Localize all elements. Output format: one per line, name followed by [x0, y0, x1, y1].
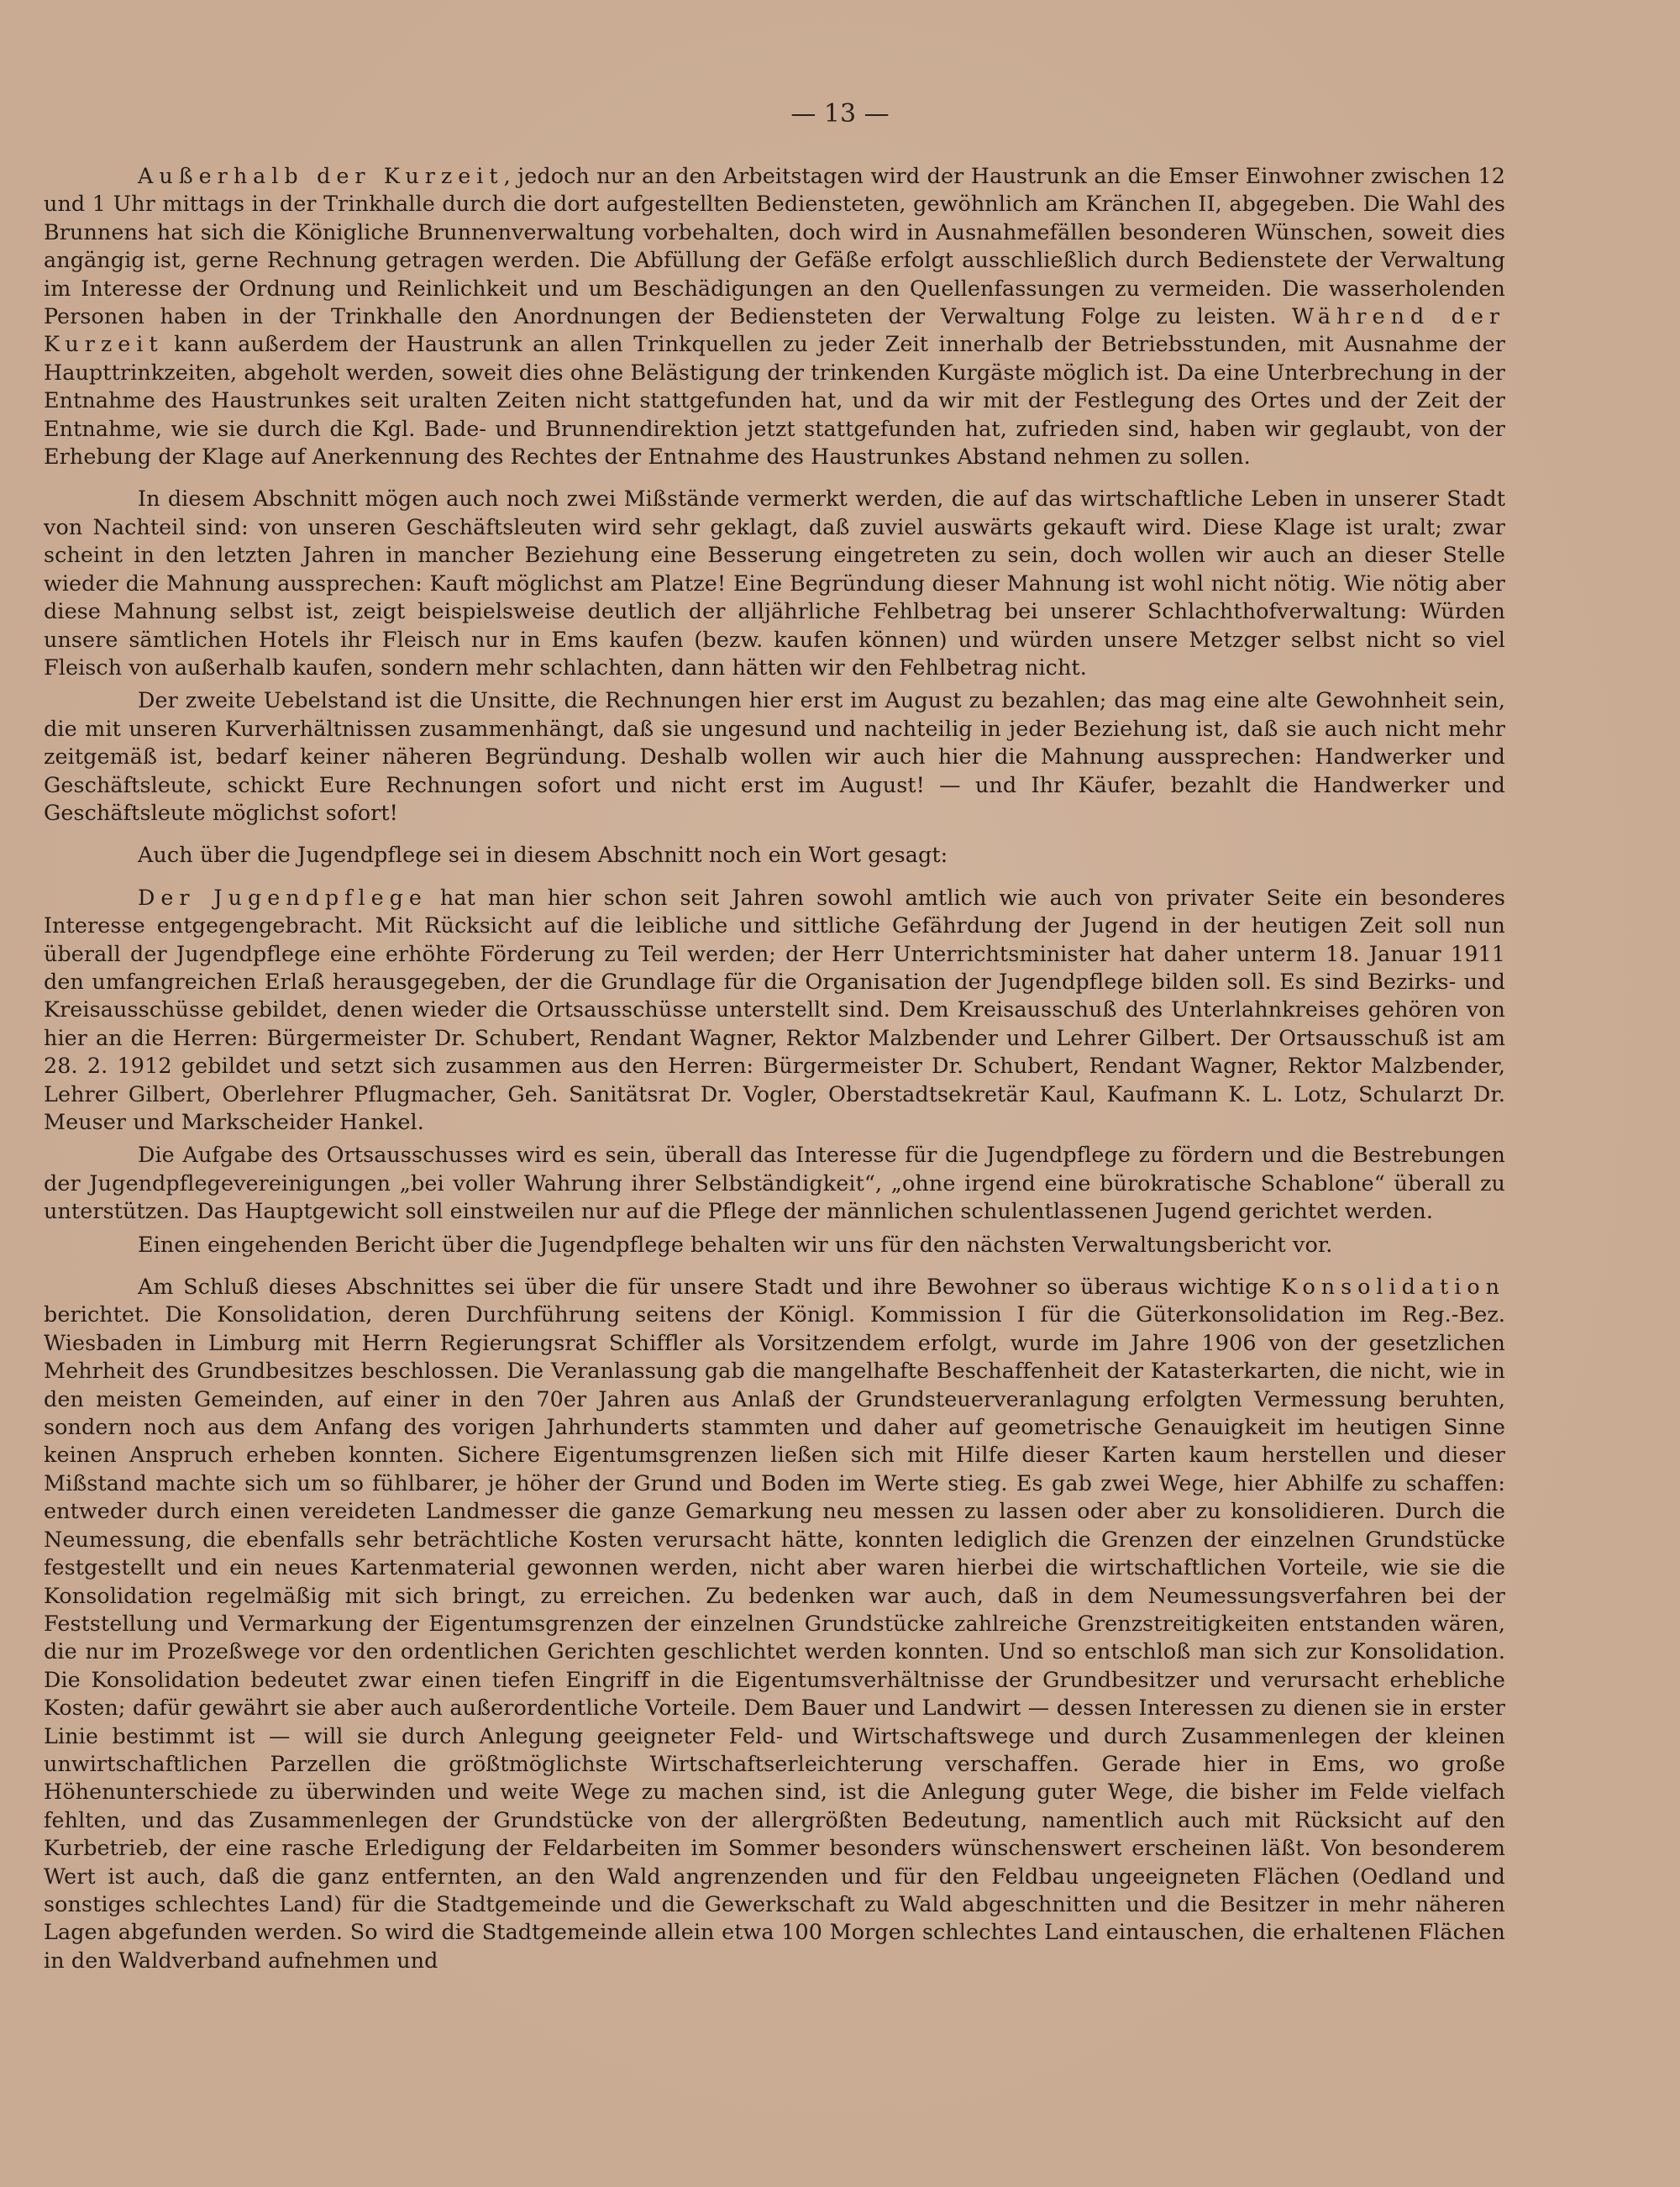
paragraph-jugendpflege	[44, 884, 1505, 1137]
paragraph-jugendpflege-intro	[44, 841, 1505, 869]
text-run: hat man hier schon seit Jahren sowohl amtlich wie auch von privater Seite ein besonderes Interesse entgegengebracht. Mit Rücksicht auf die leibliche und sittliche Gefährdung der Jugend in der heutigen Zeit soll nun überall der Jugendpflege eine erhöhte Förderung zu Teil werden; der Herr Unterrichtsminister hat daher unterm 18. Januar 1911 den umfangreichen Erlaß herausgegeben, der die Grundlage für die Organisation der Jugendpflege bilden soll. Es sind Bezirks- und Kreisausschüsse gebildet, denen wieder die Ortsausschüsse unterstellt sind. Dem Kreisausschuß des Unterlahnkreises gehören von hier an die Herren: Bürgermeister Dr. Schubert, Rendant Wagner, Rektor Malzbender und Lehrer Gilbert. Der Ortsausschuß ist am 28. 2. 1912 gebildet und setzt sich zusammen aus den Herren: Bürgermeister Dr. Schubert, Rendant Wagner, Rektor Malzbender, Lehrer Gilbert, Oberlehrer Pflugmacher, Geh. Sanitätsrat Dr. Vogler, Oberstadtsekretär Kaul, Kaufmann K. L. Lotz, Schularzt Dr. Meuser und Markscheider Hankel.	[44, 884, 1506, 1134]
text-run: In diesem Abschnitt mögen auch noch zwei Mißstände vermerkt werden, die auf das wirtschaftliche Leben in unserer Stadt von Nachteil sind: von unseren Geschäftsleuten wird sehr geklagt, daß zuviel auswärts gekauft wird. Diese Klage ist uralt; zwar scheint in den letzten Jahren in mancher Beziehung eine Besserung eingetreten zu sein, doch wollen wir auch an dieser Stelle wieder die Mahnung aussprechen: Kauft möglichst am Platze! Eine Begründung dieser Mahnung ist wohl nicht nötig. Wie nötig aber diese Mahnung selbst ist, zeigt beispielsweise deutlich der alljährliche Fehlbetrag bei unserer Schlachthofverwaltung: Würden unsere sämtlichen Hotels ihr Fleisch nur in Ems kaufen (bezw. kaufen können) und würden unsere Metzger selbst nicht so viel Fleisch von außerhalb kaufen, sondern mehr schlachten, dann hätten wir den Fehlbetrag nicht.	[44, 486, 1505, 680]
emphasis-ausserhalb-der-kurzeit: Außerhalb der Kurzeit	[138, 163, 504, 188]
emphasis-der-jugendpflege: Der Jugendpflege	[138, 884, 428, 910]
text-run: Einen eingehenden Bericht über die Jugendpflege behalten wir uns für den nächsten Verwaltungsbericht vor.	[138, 1231, 1333, 1257]
text-run: Die Aufgabe des Ortsausschusses wird es sein, überall das Interesse für die Jugendpflege zu fördern und die Bestrebungen der Jugendpflegevereinigungen „bei voller Wahrung ihrer Selbständigkeit“, „ohne irgend eine bürokratische Schablone“ überall zu unterstützen. Das Hauptgewicht soll einstweilen nur auf die Pflege der männlichen schulentlassenen Jugend gerichtet werden.	[44, 1142, 1505, 1224]
emphasis-waehrend-der-kurzeit: Während der Kurzeit	[44, 303, 1506, 357]
paragraph-konsolidation	[44, 1273, 1505, 1974]
text-run: kann außerdem der Haustrunk an allen Trinkquellen zu jeder Zeit innerhalb der Betriebsstunden, mit Ausnahme der Haupttrinkzeiten, abgeholt werden, soweit dies ohne Belästigung der trinkenden Kurgäste möglich ist. Da eine Unterbrechung in der Entnahme des Haustrunkes seit uralten Zeiten nicht stattgefunden hat, und da wir mit der Festlegung des Ortes und der Zeit der Entnahme, wie sie durch die Kgl. Bade- und Brunnendirektion jetzt stattgefunden hat, zufrieden sind, haben wir geglaubt, von der Erhebung der Klage auf Anerkennung des Rechtes der Entnahme des Haustrunkes Abstand nehmen zu sollen.	[44, 331, 1505, 470]
text-run: , jedoch nur an den Arbeitstagen wird der Haustrunk an die Emser Einwohner zwischen 12 und 1 Uhr mittags in der Trinkhalle durch die dort aufgestellten Bediensteten, gewöhnlich am Kränchen II, abgegeben. Die Wahl des Brunnens hat sich die Königliche Brunnenverwaltung vorbehalten, doch wird in Ausnahmefällen besonderen Wünschen, soweit dies angängig ist, gerne Rechnung getragen werden. Die Abfüllung der Gefäße erfolgt ausschließlich durch Bedienstete der Verwaltung im Interesse der Ordnung und Reinlichkeit und um Beschädigungen an den Quellenfassungen zu vermeiden. Die wasserholenden Personen haben in der Trinkhalle den Anordnungen der Bediensteten der Verwaltung Folge zu leisten.	[44, 163, 1505, 329]
paragraph-ortsausschuss	[44, 1141, 1505, 1225]
paragraph-missstaende	[44, 485, 1505, 681]
text-run: Der zweite Uebelstand ist die Unsitte, die Rechnungen hier erst im August zu bezahlen; das mag eine alte Gewohnheit sein, die mit unseren Kurverhältnissen zusammenhängt, daß sie ungesund und nachteilig in jeder Beziehung ist, daß sie auch nicht mehr zeitgemäß ist, bedarf keiner näheren Begründung. Deshalb wollen wir auch hier die Mahnung aussprechen: Handwerker und Geschäftsleute, schickt Eure Rechnungen sofort und nicht erst im August! — und Ihr Käufer, bezahlt die Handwerker und Geschäftsleute möglichst sofort!	[44, 687, 1505, 825]
text-run: Auch über die Jugendpflege sei in diesem Abschnitt noch ein Wort gesagt:	[138, 842, 948, 868]
paragraph-bericht	[44, 1231, 1505, 1259]
text-run: berichtet. Die Konsolidation, deren Durchführung seitens der Königl. Kommission I für die Güterkonsolidation im Reg.-Bez. Wiesbaden in Limburg mit Herrn Regierungsrat Schiffler als Vorsitzendem erfolgt, wurde im Jahre 1906 von der gesetzlichen Mehrheit des Grundbesitzes beschlossen. Die Veranlassung gab die mangelhafte Beschaffenheit der Katasterkarten, die nicht, wie in den meisten Gemeinden, auf einer in den 70er Jahren aus Anlaß der Grundsteuerveranlagung erfolgten Vermessung beruhten, sondern noch aus dem Anfang des vorigen Jahrhunderts stammten und daher auf geometrische Genauigkeit im heutigen Sinne keinen Anspruch erheben konnten. Sichere Eigentumsgrenzen ließen sich mit Hilfe dieser Karten kaum herstellen und dieser Mißstand machte sich um so fühlbarer, je höher der Grund und Boden im Werte stieg. Es gab zwei Wege, hier Abhilfe zu schaffen: entweder durch einen vereideten Landmesser die ganze Gemarkung neu messen zu lassen oder aber zu konsolidieren. Durch die Neumessung, die ebenfalls sehr beträchtliche Kosten verursacht hätte, konnten lediglich die Grenzen der einzelnen Grundstücke festgestellt und ein neues Kartenmaterial gewonnen werden, nicht aber waren hierbei die wirtschaftlichen Vorteile, wie sie die Konsolidation regelmäßig mit sich bringt, zu erreichen. Zu bedenken war auch, daß in dem Neumessungsverfahren bei der Feststellung und Vermarkung der Eigentumsgrenzen der einzelnen Grundstücke zahlreiche Grenzstreitigkeiten entstanden wären, die nur im Prozeßwege vor den ordentlichen Gerichten geschlichtet werden konnten. Und so entschloß man sich zur Konsolidation. Die Konsolidation bedeutet zwar einen tiefen Eingriff in die Eigentumsverhältnisse der Grundbesitzer und verursacht erhebliche Kosten; dafür gewährt sie aber auch außerordentliche Vorteile. Dem Bauer und Landwirt — dessen Interessen zu dienen sie in erster Linie bestimmt ist — will sie durch Anlegung geeigneter Feld- und Wirtschaftswege und durch Zusammenlegen der kleinen unwirtschaftlichen Parzellen die größtmöglichste Wirtschaftserleichterung verschaffen. Gerade hier in Ems, wo große Höhenunterschiede zu überwinden und weite Wege zu machen sind, ist die Anlegung guter Wege, die bisher im Felde vielfach fehlten, und das Zusammenlegen der Grundstücke von der allergrößten Bedeutung, namentlich auch mit Rücksicht auf den Kurbetrieb, der eine rasche Erledigung der Feldarbeiten im Sommer besonders wünschenswert erscheinen läßt. Von besonderem Wert ist auch, daß die ganz entfernten, an den Wald angrenzenden und für den Feldbau ungeeigneten Flächen (Oedland und sonstiges schlechtes Land) für die Stadtgemeinde und die Gewerkschaft zu Wald abgeschnitten und die Besitzer in mehr näheren Lagen abgefunden werden. So wird die Stadtgemeinde allein etwa 100 Morgen schlechtes Land eintauschen, die erhaltenen Flächen in den Waldverband aufnehmen und	[44, 1301, 1505, 1973]
emphasis-konsolidation: Konsolidation	[1281, 1274, 1505, 1300]
page-number: — 13 —	[790, 99, 890, 129]
paragraph-rechnungen	[44, 686, 1505, 827]
paragraph-haustrunk	[44, 162, 1505, 471]
text-run: Am Schluß dieses Abschnittes sei über die für unsere Stadt und ihre Bewohner so überaus wichtige	[138, 1274, 1282, 1300]
body-text	[44, 162, 1505, 1974]
